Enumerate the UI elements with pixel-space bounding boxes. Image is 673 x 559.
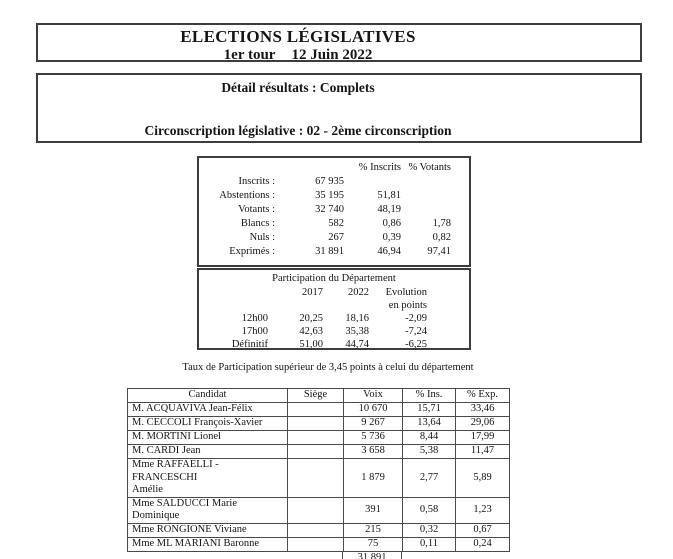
- siege-cell: [288, 403, 344, 417]
- stat-label-cell: Exprimés :: [229, 246, 275, 257]
- candidate-name-cell: Mme RONGIONE Viviane: [128, 523, 288, 537]
- header-box: [36, 23, 642, 62]
- stat-value-cell: 35 195: [315, 190, 344, 201]
- voix-cell: 9 267: [344, 417, 403, 431]
- stat-pct-votants-cell: [403, 175, 453, 189]
- stat-pct-inscrits-cell: 46,94: [377, 246, 401, 257]
- stat-value-cell: 582: [328, 218, 344, 229]
- empty-cell: [199, 286, 270, 299]
- table-row: [199, 325, 429, 338]
- pct-exp-cell: 1,23: [456, 497, 510, 523]
- candidate-name-cell: Mme RAFFAELLI - FRANCESCHI Amélie: [128, 459, 288, 498]
- table-row: [199, 175, 453, 189]
- candidate-name-cell: Mme ML MARIANI Baronne: [128, 537, 288, 551]
- page-subtitle: [38, 47, 558, 62]
- year-2022-header: 2022: [348, 287, 369, 298]
- candidate-name-cell: M. CARDI Jean: [128, 445, 288, 459]
- candidates-results-table: [127, 388, 510, 552]
- turnout-summary-table: [199, 161, 453, 259]
- voix-column-header: Voix: [344, 389, 403, 403]
- pct-exp-cell: 5,89: [456, 459, 510, 498]
- stat-label-cell: Blancs :: [240, 218, 275, 229]
- voix-cell: 391: [344, 497, 403, 523]
- pct-ins-cell: 0,58: [403, 497, 456, 523]
- pct-ins-cell: 0,11: [403, 537, 456, 551]
- voix-cell: 10 670: [344, 403, 403, 417]
- stat-label-cell: Votants :: [238, 204, 275, 215]
- pct-2022-cell: 18,16: [345, 313, 369, 324]
- detail-box: [36, 73, 642, 143]
- pct-ins-cell: 2,77: [403, 459, 456, 498]
- table-row: [199, 286, 429, 299]
- pct-exp-cell: 11,47: [456, 445, 510, 459]
- empty-cell: [270, 299, 325, 312]
- siege-cell: [288, 431, 344, 445]
- evolution-cell: -6,25: [405, 339, 427, 350]
- voix-cell: 5 736: [344, 431, 403, 445]
- pct-ins-cell: 15,71: [403, 403, 456, 417]
- table-row: [199, 338, 429, 350]
- voix-cell: 3 658: [344, 445, 403, 459]
- stat-label-cell: Nuls :: [249, 232, 275, 243]
- pct-exp-cell: 0,24: [456, 537, 510, 551]
- pct-2017-cell: 42,63: [299, 326, 323, 337]
- pct-ins-cell: 8,44: [403, 431, 456, 445]
- empty-cell: [199, 299, 270, 312]
- stat-pct-votants-cell: [403, 203, 453, 217]
- table-row: [128, 431, 510, 445]
- pct-exp-cell: 29,06: [456, 417, 510, 431]
- stat-value-cell: 32 740: [315, 204, 344, 215]
- table-row: [128, 497, 510, 523]
- stat-pct-votants-cell: 0,82: [432, 232, 451, 243]
- siege-cell: [288, 523, 344, 537]
- candidate-name-cell: M. ACQUAVIVA Jean-Félix: [128, 403, 288, 417]
- voix-cell: 215: [344, 523, 403, 537]
- stat-pct-inscrits-cell: 51,81: [377, 190, 401, 201]
- pct-inscrits-header: % Inscrits: [358, 162, 401, 173]
- time-label-cell: 17h00: [241, 326, 268, 337]
- table-row: [128, 417, 510, 431]
- participation-title: Participation du Département: [272, 273, 396, 284]
- pct-ins-cell: 0,32: [403, 523, 456, 537]
- evolution-cell: -7,24: [405, 326, 427, 337]
- pct-ins-column-header: % Ins.: [403, 389, 456, 403]
- stat-value-cell: 267: [328, 232, 344, 243]
- table-row: [128, 459, 510, 498]
- date-label: 12 Juin 2022: [291, 47, 373, 62]
- stat-pct-inscrits-cell: [346, 175, 403, 189]
- turnout-summary-box: [197, 156, 471, 267]
- siege-column-header: Siège: [288, 389, 344, 403]
- time-label-cell: 12h00: [241, 313, 268, 324]
- evolution-header: Evolution: [385, 287, 427, 298]
- department-participation-box: [197, 268, 471, 350]
- pct-2017-cell: 20,25: [299, 313, 323, 324]
- stat-pct-inscrits-cell: 0,86: [382, 218, 401, 229]
- empty-cell: [199, 161, 277, 175]
- empty-cell: [325, 299, 371, 312]
- table-row: [199, 217, 453, 231]
- candidate-name-cell: M. CECCOLI François-Xavier: [128, 417, 288, 431]
- table-row: [199, 161, 453, 175]
- pct-exp-cell: 17,99: [456, 431, 510, 445]
- siege-cell: [288, 537, 344, 551]
- stat-pct-inscrits-cell: 48,19: [377, 204, 401, 215]
- detail-text-band: [38, 75, 558, 139]
- evolution-cell: -2,09: [405, 313, 427, 324]
- page-title: ELECTIONS LÉGISLATIVES: [180, 27, 416, 46]
- round-label: 1er tour: [223, 47, 276, 62]
- pct-exp-column-header: % Exp.: [456, 389, 510, 403]
- table-row: [199, 299, 429, 312]
- stat-pct-votants-cell: 97,41: [427, 246, 451, 257]
- table-row: [128, 403, 510, 417]
- stat-value-cell: 67 935: [315, 176, 344, 187]
- pct-exp-cell: 33,46: [456, 403, 510, 417]
- siege-cell: [288, 417, 344, 431]
- pct-2022-cell: 44,74: [345, 339, 369, 350]
- table-row: [199, 189, 453, 203]
- stat-label-cell: Abstentions :: [219, 190, 275, 201]
- participation-table: [199, 286, 429, 350]
- table-row: [199, 245, 453, 259]
- stat-value-cell: 31 891: [315, 246, 344, 257]
- siege-cell: [288, 445, 344, 459]
- pct-2017-cell: 51,00: [299, 339, 323, 350]
- siege-cell: [288, 459, 344, 498]
- siege-cell: [288, 497, 344, 523]
- stat-pct-votants-cell: 1,78: [432, 218, 451, 229]
- detail-results-label: Détail résultats : Complets: [221, 80, 375, 95]
- pct-votants-header: % Votants: [408, 162, 451, 173]
- total-votes-cell: 31 891: [342, 551, 402, 559]
- year-2017-header: 2017: [302, 287, 323, 298]
- candidate-name-cell: Mme SALDUCCI Marie Dominique: [128, 497, 288, 523]
- table-row: [128, 537, 510, 551]
- table-row: [128, 445, 510, 459]
- pct-2022-cell: 35,38: [345, 326, 369, 337]
- table-row: [128, 523, 510, 537]
- candidat-column-header: Candidat: [128, 389, 288, 403]
- candidate-name-cell: M. MORTINI Lionel: [128, 431, 288, 445]
- circonscription-label: Circonscription législative : 02 - 2ème circonscription: [144, 123, 452, 138]
- table-row: [199, 312, 429, 325]
- header-text-band: [38, 25, 558, 62]
- evolution-subheader: en points: [388, 300, 427, 311]
- table-row: [199, 231, 453, 245]
- voix-cell: 1 879: [344, 459, 403, 498]
- pct-exp-cell: 0,67: [456, 523, 510, 537]
- pct-ins-cell: 13,64: [403, 417, 456, 431]
- stat-pct-inscrits-cell: 0,39: [382, 232, 401, 243]
- table-header-row: [128, 389, 510, 403]
- time-label-cell: Définitif: [231, 339, 268, 350]
- voix-cell: 75: [344, 537, 403, 551]
- stat-label-cell: Inscrits :: [238, 176, 275, 187]
- empty-cell: [277, 161, 346, 175]
- stat-pct-votants-cell: [403, 189, 453, 203]
- results-table-wrap: [127, 388, 509, 559]
- pct-ins-cell: 5,38: [403, 445, 456, 459]
- table-row: [199, 203, 453, 217]
- participation-note: Taux de Participation supérieur de 3,45 points à celui du département: [182, 362, 474, 373]
